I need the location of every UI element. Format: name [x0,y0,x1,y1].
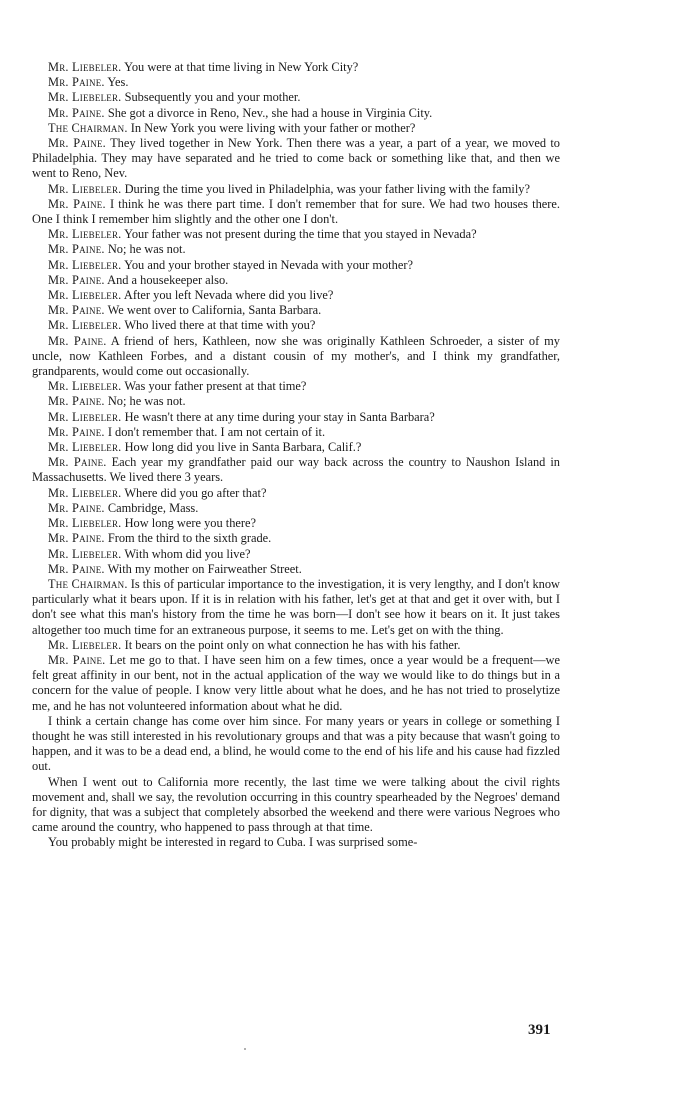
speaker-name: Mr. Paine. [48,500,105,515]
speaker-name: Mr. Liebeler. [48,485,122,500]
transcript-paragraph [32,577,560,638]
transcript-paragraph [32,440,560,455]
transcript-paragraph [32,90,560,105]
paragraph-text: You and your brother stayed in Nevada with your mother? [124,257,413,272]
speaker-name: Mr. Liebeler. [48,546,122,561]
scan-speck [244,1048,246,1050]
transcript-paragraph [32,486,560,501]
paragraph-text: From the third to the sixth grade. [107,531,272,546]
speaker-name: Mr. Paine. [48,105,105,120]
paragraph-text: In New York you were living with your father or mother? [130,120,416,135]
paragraph-text: You were at that time living in New York City? [124,60,359,74]
transcript-paragraph [32,258,560,273]
paragraph-text: She got a divorce in Reno, Nev., she had a house in Virginia City. [107,105,433,120]
paragraph-text: Yes. [107,75,129,90]
paragraph-text: I think he was there part time. I don't remember that for sure. We had two houses there. One I think I remember him slightly and the other one I don't. [32,196,560,227]
transcript-paragraph [32,121,560,136]
transcript-paragraph [32,288,560,303]
paragraph-text: With whom did you live? [124,546,251,561]
speaker-name: Mr. Liebeler. [48,90,122,105]
speaker-name: Mr. Paine. [48,303,105,318]
paragraph-text: Cambridge, Mass. [107,500,199,515]
paragraph-text: When I went out to California more recently, the last time we were talking about the civil rights movement and, shall we say, the revolution occurring in this country spearheaded by the Negroes' demand for dignity, that was a subject that completely absorbed the weekend and there were various Negroes who came around the country, who happened to pass through at that time. [32,774,560,835]
speaker-name: Mr. Liebeler. [48,637,122,652]
transcript-paragraph [32,303,560,318]
speaker-name: Mr. Liebeler. [48,181,122,196]
transcript-paragraph [32,714,560,775]
speaker-name: Mr. Liebeler. [48,60,122,74]
speaker-name: Mr. Liebeler. [48,409,122,424]
speaker-name: Mr. Paine. [48,652,106,667]
paragraph-text: No; he was not. [107,242,186,257]
transcript-paragraph [32,75,560,90]
paragraph-text: Who lived there at that time with you? [124,318,316,333]
paragraph-text: It bears on the point only on what connection he has with his father. [124,637,461,652]
transcript-paragraph [32,273,560,288]
paragraph-text: They lived together in New York. Then there was a year, a part of a year, we moved to Philadelphia. They may have separated and he tried to come back or something like that, and then we went to Reno, Nev. [32,136,560,181]
transcript-paragraph [32,379,560,394]
speaker-name: Mr. Liebeler. [48,288,122,303]
paragraph-text: With my mother on Fairweather Street. [107,561,302,576]
paragraph-text: I don't remember that. I am not certain of it. [107,424,326,439]
transcript-paragraph [32,197,560,227]
transcript-paragraph [32,425,560,440]
paragraph-text: After you left Nevada where did you live? [123,288,334,303]
transcript-paragraph [32,242,560,257]
paragraph-text: Where did you go after that? [124,485,267,500]
speaker-name: The Chairman. [48,576,128,591]
paragraph-text: Subsequently you and your mother. [124,90,301,105]
transcript-paragraph [32,455,560,485]
paragraph-text: Your father was not present during the time that you stayed in Nevada? [124,227,477,242]
transcript-paragraph [32,334,560,380]
paragraph-text: During the time you lived in Philadelphia, was your father living with the family? [124,181,530,196]
paragraph-text: How long were you there? [124,516,257,531]
speaker-name: Mr. Paine. [48,196,106,211]
paragraph-text: A friend of hers, Kathleen, now she was originally Kathleen Schroeder, a sister of my uncle, now Kathleen Forbes, and a distant cousin of my mother's, and I think my grandfather, grandparents, would come out occasionally. [32,333,560,379]
transcript-paragraph [32,638,560,653]
speaker-name: Mr. Paine. [48,561,105,576]
transcript-paragraph [32,227,560,242]
paragraph-text: No; he was not. [107,394,186,409]
paragraph-text: How long did you live in Santa Barbara, Calif.? [124,440,362,455]
transcript-paragraph [32,501,560,516]
transcript-paragraph [32,516,560,531]
speaker-name: Mr. Liebeler. [48,227,122,242]
speaker-name: Mr. Liebeler. [48,440,122,455]
paragraph-text: Was your father present at that time? [124,379,307,394]
speaker-name: Mr. Liebeler. [48,379,122,394]
speaker-name: Mr. Paine. [48,333,107,348]
speaker-name: Mr. Paine. [48,242,105,257]
transcript-paragraph [32,60,560,75]
transcript-paragraph [32,775,560,836]
speaker-name: Mr. Paine. [48,394,105,409]
paragraph-text: He wasn't there at any time during your stay in Santa Barbara? [124,409,435,424]
transcript-paragraph [32,653,560,714]
paragraph-text: And a housekeeper also. [107,272,229,287]
speaker-name: Mr. Paine. [48,136,106,151]
speaker-name: Mr. Paine. [48,455,107,470]
speaker-name: Mr. Paine. [48,75,105,90]
transcript-paragraph [32,136,560,182]
transcript-paragraph [32,394,560,409]
speaker-name: Mr. Liebeler. [48,257,122,272]
paragraph-text: I think a certain change has come over him since. For many years or years in college or something I thought he was still interested in his revolutionary groups and that was a pity because that wasn't going to happen, and it was to be a dead end, a blind, he would come to the end of his life and his cause had fizzled out. [32,713,560,774]
transcript-paragraph [32,531,560,546]
speaker-name: Mr. Paine. [48,531,105,546]
speaker-name: Mr. Paine. [48,424,105,439]
paragraph-text: Each year my grandfather paid our way back across the country to Naushon Island in Massachusetts. We lived there 3 years. [32,455,560,485]
transcript-paragraph [32,562,560,577]
transcript-paragraph [32,835,560,850]
transcript-paragraph [32,410,560,425]
transcript-page [32,60,560,851]
paragraph-text: Is this of particular importance to the investigation, it is very lengthy, and I don't know particularly what it bears upon. If it is in relation with his father, let's get at that and get it over with, but I don't see what this man's history from the time he was born—I don't see how it bears on it. It just takes altogether too much time for an extraneous purpose, it seems to me. Let's get on with the thing. [32,576,560,637]
transcript-paragraph [32,106,560,121]
speaker-name: Mr. Paine. [48,272,105,287]
transcript-paragraph [32,547,560,562]
transcript-paragraph [32,182,560,197]
paragraph-text: You probably might be interested in regard to Cuba. I was surprised some- [48,835,418,850]
page-number: 391 [528,1022,551,1038]
speaker-name: Mr. Liebeler. [48,516,122,531]
speaker-name: The Chairman. [48,120,128,135]
paragraph-text: We went over to California, Santa Barbara. [107,303,322,318]
speaker-name: Mr. Liebeler. [48,318,122,333]
transcript-paragraph [32,318,560,333]
paragraph-text: Let me go to that. I have seen him on a few times, once a year would be a frequent—we felt great affinity in our bent, not in the actual application of the way we would like to do things but in a concern for the value of people. I know very little about what he does, and he has not tried to proselytize me, and he has not volunteered information about what he did. [32,652,560,713]
